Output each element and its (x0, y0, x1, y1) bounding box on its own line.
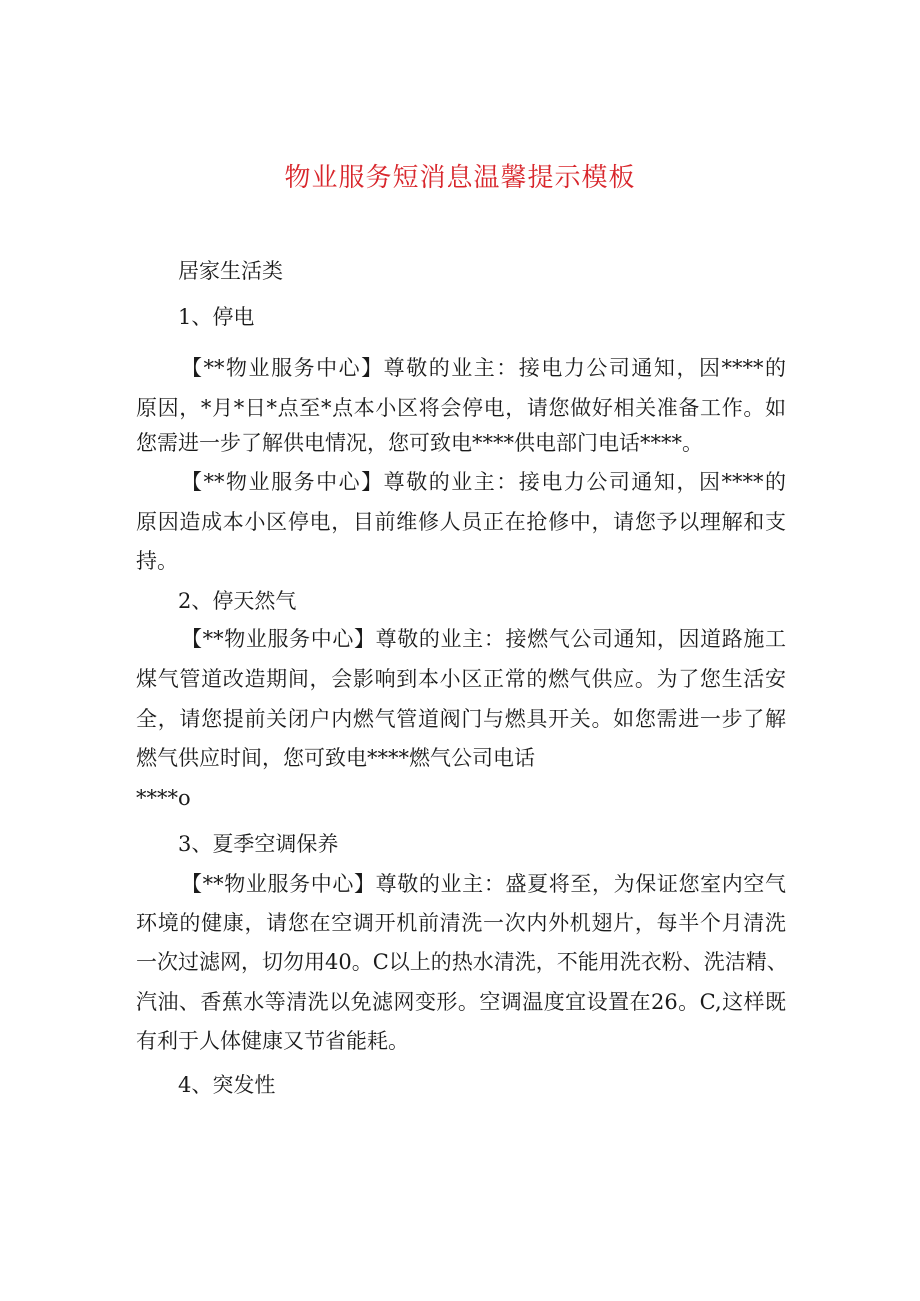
section-heading-emergency: 4、突发性 (178, 1073, 276, 1097)
paragraph-line: 原因，*月*日*点至*点本小区将会停电，请您做好相关准备工作。如 (136, 396, 786, 420)
paragraph-line: 持。 (136, 549, 178, 573)
paragraph-line: 燃气供应时间，您可致电****燃气公司电话 (136, 746, 535, 770)
paragraph-line: 您需进一步了解供电情况，您可致电****供电部门电话****。 (136, 431, 703, 455)
paragraph-line: 全，请您提前关闭户内燃气管道阀门与燃具开关。如您需进一步了解 (136, 707, 786, 731)
section-heading-ac-maintenance: 3、夏季空调保养 (178, 832, 339, 856)
paragraph-line: ****o (136, 786, 191, 810)
paragraph-line: 一次过滤网，切勿用40。C以上的热水清洗，不能用洗衣粉、洗洁精、 (136, 950, 788, 974)
paragraph-line: 【**物业服务中心】尊敬的业主：接燃气公司通知，因道路施工 (181, 627, 786, 651)
paragraph-line: 【**物业服务中心】尊敬的业主：接电力公司通知，因****的 (181, 470, 786, 494)
paragraph-line: 【**物业服务中心】尊敬的业主：接电力公司通知，因****的 (181, 356, 786, 380)
page-title: 物业服务短消息温馨提示模板 (284, 163, 636, 193)
section-heading-gas-outage: 2、停天然气 (178, 589, 297, 613)
paragraph-line: 环境的健康，请您在空调开机前清洗一次内外机翅片，每半个月清洗 (136, 911, 786, 935)
paragraph-line: 煤气管道改造期间，会影响到本小区正常的燃气供应。为了您生活安 (136, 667, 786, 691)
category-heading: 居家生活类 (178, 259, 283, 283)
paragraph-line: 原因造成本小区停电，目前维修人员正在抢修中，请您予以理解和支 (136, 510, 786, 534)
paragraph-line: 有利于人体健康又节省能耗。 (136, 1029, 409, 1053)
paragraph-line: 汽油、香蕉水等清洗以免滤网变形。空调温度宜设置在26。C,这样既 (136, 990, 786, 1014)
section-heading-power-outage: 1、停电 (178, 305, 255, 329)
paragraph-line: 【**物业服务中心】尊敬的业主：盛夏将至，为保证您室内空气 (181, 872, 786, 896)
